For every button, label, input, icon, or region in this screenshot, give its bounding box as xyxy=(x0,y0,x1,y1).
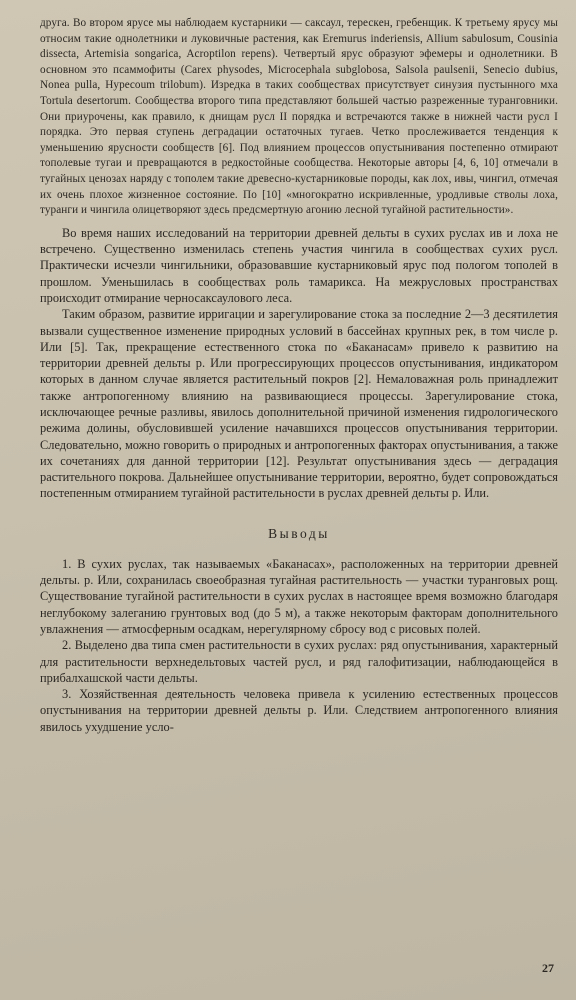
conclusions xyxy=(40,556,558,735)
main-text xyxy=(40,16,558,502)
paragraph-summary: Таким образом, развитие ирригации и зарегулирование стока за последние 2—3 десятилетия вызвали существенное изменение природных условий в бассейнах крупных рек, в том числе р. Или [5]. Так, прекращение естественного стока по «Баканасам» привело к развитию на территории древней дельты р. Или прогрессирующих процессов опустынивания, индикатором которых в данном случае является растительный покров [2]. Немаловажная роль принадлежит также антропогенному влиянию на развивающиеся процессы. Зарегулирование стока, исключающее речные разливы, явилось дополнительной причиной изменения гидрологического режима долины, обусловившей усиление начавшихся процессов опустынивания территории. Следовательно, можно говорить о природных и антропогенных факторах опустынивания, а также их сочетаниях для данной территории [12]. Результат опустынивания здесь — деградация растительного покрова. Дальнейшее опустынивание территории, вероятно, будет сопровождаться постепенным отмиранием тугайной растительности в руслах древней дельты р. Или. xyxy=(40,307,558,501)
paragraph-research: Во время наших исследований на территории древней дельты в сухих руслах ив и лоха не встречено. Существенно изменилась степень участия чингила в сообществах сухих русл. Практически исчезли чингильники, образовавшие кустарниковый ярус под пологом тополей в прошлом. Уменьшилась в сообществах роль тамарикса. На межрусловых пространствах происходит отмирание черносаксаулового леса. xyxy=(40,225,558,305)
page-number: 27 xyxy=(542,961,554,975)
conclusion-item-1: 1. В сухих руслах, так называемых «Баканасах», расположенных на территории древней дельты. р. Или, сохранилась своеобразная тугайная растительность — участки туранговых рощ. Существование тугайной растительности в сухих руслах в настоящее время возможно благодаря неглубокому залеганию грунтовых вод (до 5 м), а также некоторым факторам дополнительного увлажнения — атмосферным осадкам, нерегулярному сбросу вод с рисовых полей. xyxy=(40,556,558,636)
paragraph-continuation: друга. Во втором ярусе мы наблюдаем кустарники — саксаул, терескен, гребенщик. К третьему ярусу мы относим такие однолетники и луковичные растения, как Eremurus inderiensis, Allium sabulosum, Cousinia dissecta, Artemisia songarica, Acroptilon repens). Четвертый ярус образуют эфемеры и однолетники. В основном это псаммофиты (Carex physodes, Microcephala subglobosa, Salsola paulsenii, Senecio dubius, Nonea pulla, Hypecoum trilobum). Изредка в таких сообществах присутствует синузия пустынного мха Tortula desertorum. Сообщества второго типа представляют большей частью разреженные туранговники. Они приурочены, как правило, к днищам русл II порядка и встречаются также в нижней части русл I порядка. Это первая ступень деградации остаточных тугаев. Четко прослеживается тенденция к уменьшению ярусности сообществ [6]. Под влиянием процессов опустынивания постепенно отмирают тополевые тугаи и превращаются в редкостойные сообщества. Некоторые авторы [4, 6, 10] отмечали в тугайных ценозах наряду с тополем такие древесно-кустарниковые породы, как лох, ивы, чингил, отмечая их очень плохое жизненное состояние. По [10] «многократно искривленные, уродливые стволы лоха, туранги и чингила олицетворяют здесь предсмертную агонию лесной тугайной растительности». xyxy=(40,17,558,217)
conclusion-item-3: 3. Хозяйственная деятельность человека привела к усилению естественных процессов опустынивания на территории древней дельты р. Или. Следствием антропогенного влияния явилось ухудшение усло- xyxy=(40,687,558,734)
conclusion-item-2: 2. Выделено два типа смен растительности в сухих руслах: ряд опустынивания, характерный для растительности верхнедельтовых частей русл, и ряд галофитизации, наблюдающейся в прибалхашской части дельты. xyxy=(40,638,558,685)
section-heading: Выводы xyxy=(268,525,330,541)
